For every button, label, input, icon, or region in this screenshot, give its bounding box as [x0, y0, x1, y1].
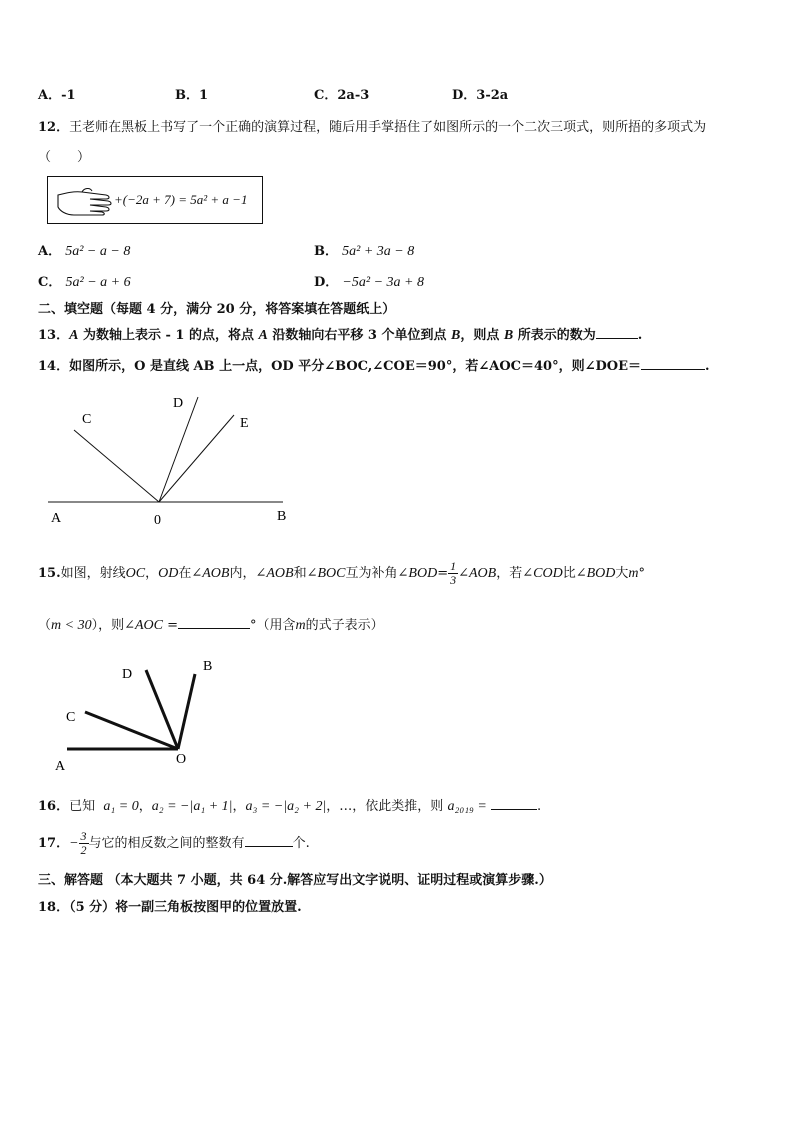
q15-fraction: $\frac{1}{3}$	[450, 559, 457, 587]
q11-option-c: C．2a-3	[314, 88, 370, 103]
q11-option-b: B．1	[175, 88, 209, 103]
label-o: O	[176, 752, 187, 767]
ray-ob	[178, 674, 195, 749]
q14-answer-blank[interactable]	[641, 357, 705, 370]
q11-option-d: D．3-2a	[452, 88, 509, 103]
q17-fraction: $\frac{3}{2}$	[80, 829, 87, 857]
q12-stem: 12．王老师在黑板上书写了一个正确的演算过程，随后用手掌捂住了如图所示的一个二次三项式，则所捂的多项式为	[38, 120, 707, 135]
label-d: D	[122, 667, 133, 682]
label-c: C	[66, 710, 76, 725]
q17-stem: 17．− $\frac{3}{2}$ 与它的相反数之间的整数有 个.	[38, 829, 310, 857]
q15-stem-line1: 15.如图，射线OC，OD在∠AOB内，∠AOB和∠BOC互为补角∠BOD= $\frac{1}{3}$ ∠AOB，若∠COD比∠BOD大m°	[38, 559, 646, 587]
hand-icon	[56, 185, 114, 217]
label-d: D	[173, 396, 184, 411]
q18-stem: 18．（5 分）将一副三角板按图甲的位置放置.	[38, 900, 302, 915]
q12-option-a: A． 5a² − a − 8	[38, 244, 131, 259]
label-b: B	[203, 659, 213, 674]
q14-stem: 14．如图所示，O 是直线 AB 上一点，OD 平分∠BOC,∠COE＝90°，若∠AOC＝40°，则∠DOE＝ .	[38, 359, 710, 374]
q15-angle-figure	[40, 650, 240, 775]
q13-stem: 13．A 为数轴上表示 - 1 的点，将点 A 沿数轴向右平移 3 个单位到点 B，则点 B 所表示的数为 .	[38, 328, 643, 343]
q14-angle-figure	[40, 388, 300, 528]
q16-stem: 16．已知 a₁ = 0，a₂ = −|a₁ + 1|，a₃ = −|a₂ + 2|，…，依此类推，则 a₂₀₁₉ = .	[38, 799, 542, 814]
q15-stem-line2: （m < 30），则∠AOC = °（用含m的式子表示）	[38, 618, 384, 633]
q15-answer-blank[interactable]	[178, 616, 250, 629]
q13-answer-blank[interactable]	[596, 326, 638, 339]
label-c: C	[82, 412, 92, 427]
ray-oc	[74, 430, 159, 502]
label-e: E	[240, 416, 249, 431]
label-o: 0	[154, 513, 161, 528]
section-2-heading: 二、填空题（每题 4 分，满分 20 分，将答案填在答题纸上）	[38, 302, 396, 317]
q12-formula-box	[47, 176, 263, 224]
label-b: B	[277, 509, 287, 524]
ray-oe	[159, 415, 234, 502]
ray-od	[159, 397, 198, 502]
section-3-heading: 三、解答题 （本大题共 7 小题，共 64 分.解答应写出文字说明、证明过程或演算步骤.）	[38, 873, 552, 888]
label-a: A	[51, 511, 62, 526]
q12-option-b: B． 5a² + 3a − 8	[314, 244, 415, 259]
q17-answer-blank[interactable]	[245, 834, 293, 847]
q11-option-a: A．-1	[38, 88, 76, 103]
q16-answer-blank[interactable]	[491, 797, 537, 810]
q12-box-expression: +(−2a + 7) = 5a² + a −1	[114, 192, 248, 207]
q12-paren: （ ）	[38, 150, 91, 165]
q12-option-d: D． −5a² − 3a + 8	[314, 275, 424, 290]
q12-option-c: C． 5a² − a + 6	[38, 275, 131, 290]
label-a: A	[55, 759, 66, 774]
